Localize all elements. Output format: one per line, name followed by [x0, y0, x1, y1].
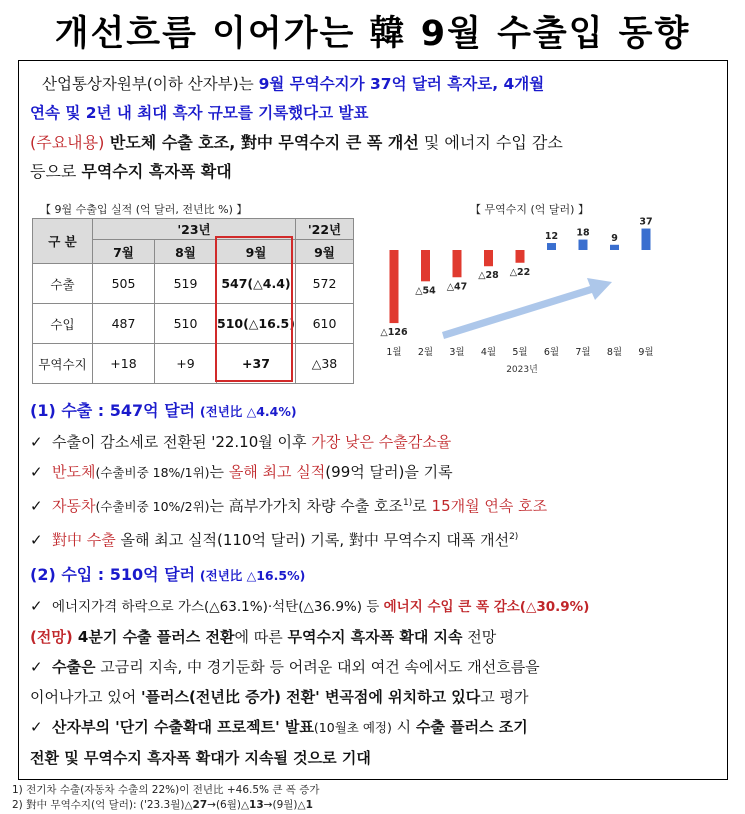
chart-bar: [484, 250, 493, 266]
footnote-value: △27: [184, 799, 208, 811]
col-header-2022: '22년: [295, 219, 353, 240]
chart-data-label: △47: [446, 281, 468, 293]
bullet-text: 에너지가격 하락으로 가스(△63.1%)·석탄(△36.9%) 등: [52, 599, 384, 615]
chart-bar: [642, 229, 651, 250]
bullet-highlight: 에너지 수입 큰 폭 감소(△30.9%): [383, 599, 590, 615]
intro-text: 산업통상자원부(이하 산자부)는: [42, 75, 259, 93]
footnote-ref: 2): [509, 532, 519, 542]
chart-data-label: 12: [544, 231, 559, 243]
outlook-bold: 전환 및 무역수지 흑자폭 확대가 지속될 것으로 기대: [30, 749, 371, 767]
bullet-highlight: 對中 수출: [52, 531, 116, 549]
bullet-note: (수출비중 10%/2위): [95, 499, 210, 514]
footnote-text: →(9월): [263, 799, 298, 811]
outlook-bold: 4분기 수출 플러스 전환: [72, 628, 235, 646]
chart-bar: [579, 240, 588, 250]
check-icon: ✓: [30, 658, 43, 676]
intro-highlight-2: 연속 및 2년 내 최대 흑자 규모를 기록했다고 발표: [30, 104, 369, 122]
table-cell: 510(△16.5): [217, 304, 296, 344]
chart-bar: [516, 250, 525, 263]
bullet-note: (수출비중 18%/1위): [95, 465, 210, 480]
outlook-text: 고 평가: [480, 688, 529, 706]
page-title: 개선흐름 이어가는 韓 9월 수출입 동향: [54, 14, 691, 54]
import-heading: (2) 수입 : 510억 달러: [30, 565, 196, 584]
check-icon: ✓: [30, 433, 43, 451]
row-label: 무역수지: [33, 344, 93, 384]
outlook-bold: 수출은: [52, 658, 96, 676]
chart-data-label: 18: [576, 227, 590, 239]
bullet-highlight: 올해 최고 실적: [228, 463, 326, 481]
table-cell: 519: [155, 264, 217, 304]
chart-bar: [453, 250, 462, 277]
outlook-bold: '플러스(전년比 증가) 전환' 변곡점에 위치하고 있다: [140, 688, 481, 706]
export-heading-sub: (전년比 △4.4%): [199, 404, 297, 419]
table-cell: +37: [217, 344, 296, 384]
table-cell: 510: [155, 304, 217, 344]
chart-bar: [421, 250, 430, 281]
chart-data-label: △54: [415, 285, 436, 297]
chart-bar: [547, 243, 556, 250]
chart-bar: [610, 245, 619, 250]
trade-table: [32, 218, 354, 384]
bullet-text: 로: [412, 497, 432, 515]
chart-category-label: 9월: [638, 347, 654, 358]
intro-paragraph: [30, 70, 720, 186]
bullet-text: 올해 최고 실적(110억 달러) 기록, 對中 무역수지 대폭 개선: [115, 531, 510, 549]
bullet-text: (99억 달러)을 기록: [325, 463, 453, 481]
col-header-month: 7월: [93, 240, 155, 264]
check-icon: ✓: [30, 597, 43, 615]
chart-category-label: 5월: [512, 347, 528, 358]
import-section: [30, 562, 589, 620]
outlook-label: (전망): [30, 628, 73, 646]
col-header-2023: '23년: [93, 219, 296, 240]
chart-data-label: △22: [509, 266, 531, 278]
trade-balance-chart: [362, 198, 687, 378]
chart-category-label: 8월: [606, 347, 623, 358]
export-section: [30, 398, 547, 553]
table-cell: 572: [295, 264, 353, 304]
bullet-text: 수출이 감소세로 전환된 '22.10월 이후: [52, 433, 312, 451]
outlook-text: 고금리 지속, 中 경기둔화 등 어려운 대외 여건 속에서도 개선흐름을: [95, 658, 540, 676]
check-icon: ✓: [30, 497, 43, 515]
chart-category-label: 6월: [543, 347, 560, 358]
outlook-bold: 무역수지 흑자폭 확대 지속: [287, 628, 463, 646]
row-label: 수입: [33, 304, 93, 344]
bullet-highlight: 15개월 연속 호조: [431, 497, 548, 515]
summary-bold: 반도체 수출 호조, 對中 무역수지 큰 폭 개선: [104, 133, 419, 152]
table-cell: 547(△4.4): [217, 264, 296, 304]
table-cell: △38: [295, 344, 353, 384]
chart-title: 【 무역수지 (억 달러) 】: [470, 203, 589, 216]
table-row: [33, 304, 354, 344]
outlook-note: (10월초 예정): [313, 720, 392, 735]
bullet-text: 는 高부가가치 차량 수출 호조: [209, 497, 404, 515]
chart-data-label: △126: [380, 327, 408, 339]
check-icon: ✓: [30, 531, 43, 549]
trend-arrow: [442, 278, 612, 339]
chart-data-label: 37: [639, 216, 653, 228]
outlook-text: 이어나가고 있어: [30, 688, 141, 706]
footnote-value: △1: [297, 799, 313, 811]
bullet-highlight: 반도체: [52, 463, 96, 481]
summary-label: (주요내용): [30, 133, 105, 152]
bullet-highlight: 자동차: [52, 497, 96, 515]
export-heading: (1) 수출 : 547억 달러: [30, 401, 196, 420]
col-header-month: 8월: [155, 240, 217, 264]
intro-highlight: 9월 무역수지가 37억 달러 흑자로, 4개월: [258, 75, 545, 93]
check-icon: ✓: [30, 463, 43, 481]
table-cell: 487: [93, 304, 155, 344]
outlook-text: 시: [391, 718, 416, 736]
import-heading-sub: (전년比 △16.5%): [199, 568, 306, 583]
chart-data-label: 9: [611, 232, 618, 244]
row-label: 수출: [33, 264, 93, 304]
summary-text: 및 에너지 수입 감소: [418, 133, 563, 152]
outlook-bold: 수출 플러스 조기: [415, 718, 528, 736]
table-cell: 610: [295, 304, 353, 344]
chart-category-label: 4월: [480, 347, 497, 358]
bullet-highlight: 가장 낮은 수출감소율: [311, 433, 452, 451]
bullet-text: 는: [209, 463, 229, 481]
footnote-ref: 1): [403, 498, 413, 508]
col-header-month: 9월: [295, 240, 353, 264]
col-header-category: 구 분: [33, 219, 93, 264]
table-cell: +9: [155, 344, 217, 384]
chart-bar: [390, 250, 399, 323]
chart-category-label: 3월: [449, 347, 465, 358]
outlook-bold: 산자부의 '단기 수출확대 프로젝트' 발표: [52, 718, 314, 736]
table-row: [33, 264, 354, 304]
table-caption: 【 9월 수출입 실적 (억 달러, 전년比 %) 】: [40, 203, 248, 216]
footnote-2: [12, 797, 313, 812]
chart-category-label: 1월: [386, 347, 402, 358]
summary-bold-2: 무역수지 흑자폭 확대: [81, 162, 232, 181]
summary-text-2: 등으로: [30, 162, 82, 181]
table-row: [33, 344, 354, 384]
chart-category-label: 7월: [575, 347, 591, 358]
outlook-section: [30, 624, 540, 771]
col-header-month: 9월: [217, 240, 296, 264]
footnote-text: 2) 對中 무역수지(억 달러): ('23.3월): [12, 799, 185, 811]
outlook-text: 전망: [462, 628, 497, 646]
chart-category-label: 2월: [417, 347, 434, 358]
table-cell: 505: [93, 264, 155, 304]
outlook-text: 에 따른: [234, 628, 288, 646]
chart-data-label: △28: [478, 270, 499, 282]
table-cell: +18: [93, 344, 155, 384]
footnote-value: △13: [240, 799, 264, 811]
footnote-1: 1) 전기차 수출(자동차 수출의 22%)이 전년比 +46.5% 큰 폭 증가: [12, 784, 320, 796]
chart-xaxis-label: 2023년: [506, 365, 538, 375]
check-icon: ✓: [30, 718, 43, 736]
footnote-text: →(6월): [207, 799, 241, 811]
